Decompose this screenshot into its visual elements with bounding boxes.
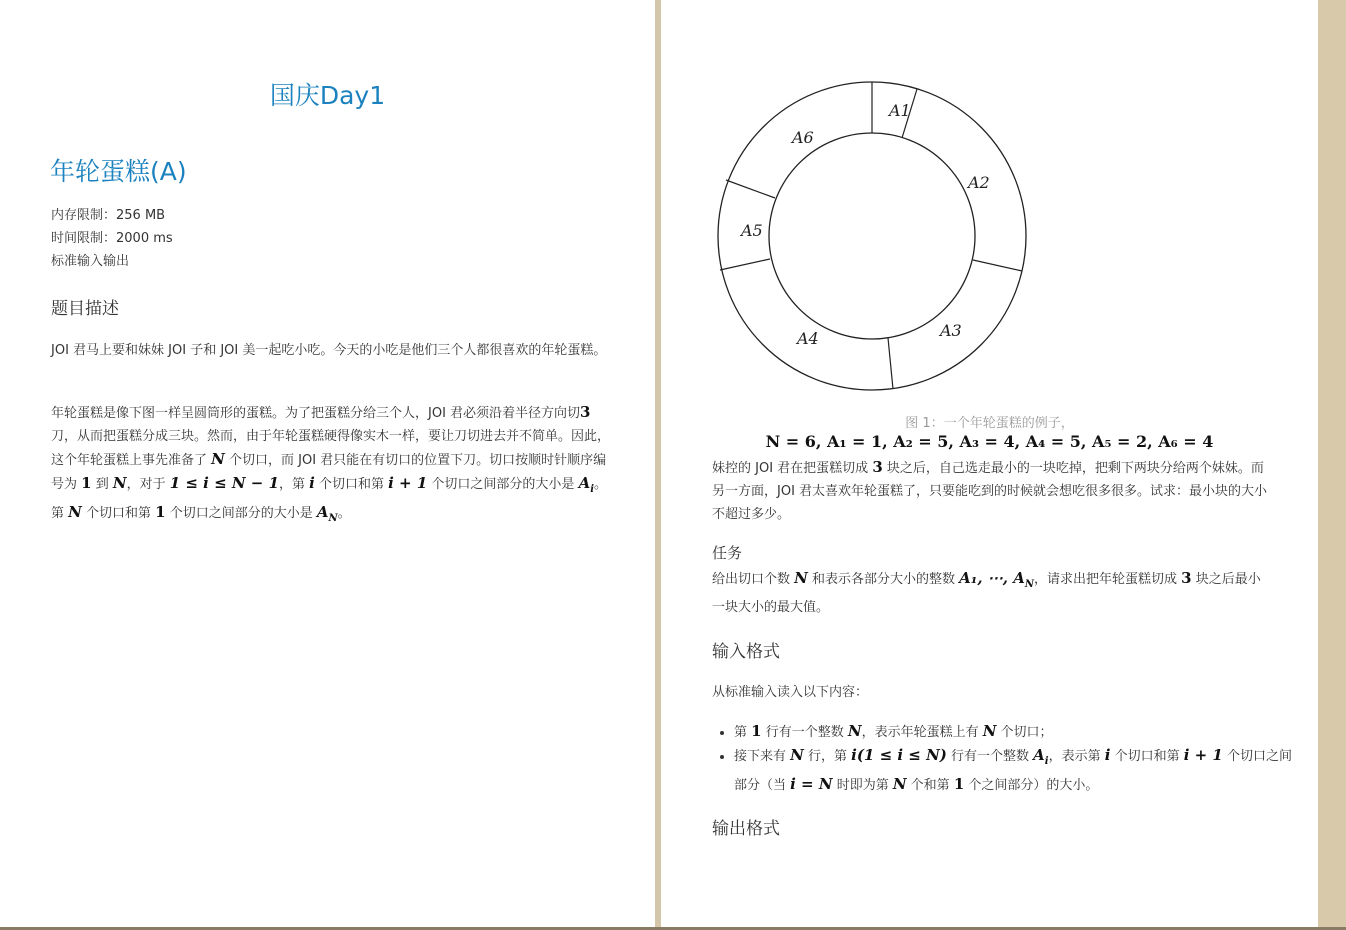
output-format-heading: 输出格式: [712, 819, 780, 839]
list-item: • 接下来有 N 行，第 i(1 ≤ i ≤ N) 行有一个整数 $A_i$，表示第 i 个切口和第 i + 1 个切口之间部分（当 i = N 时即为第 N 个和第 1 个之间部分）的大小。: [734, 744, 1294, 797]
task-heading: 任务: [712, 544, 743, 562]
ring-cake-figure: [712, 78, 1032, 398]
input-format-heading: 输入格式: [712, 642, 780, 662]
description-paragraph-2: 年轮蛋糕是像下图一样呈圆筒形的蛋糕。为了把蛋糕分给三个人，JOI 君必须沿着半径方向切3 刀，从而把蛋糕分成三块。然而，由于年轮蛋糕硬得像实木一样，要让刀切进去并不简单。因此，这个年轮蛋糕上事先准备了 N 个切口，而 JOI 君只能在有切口的位置下刀。切口按顺时针顺序编号为 1 到 N，对于 1 ≤ i ≤ N − 1，第 i 个切口和第 i + 1 个切口之间部分的大小是 $A_i$。第 N 个切口和第 1 个切口之间部分的大小是 $A_N$。: [51, 403, 611, 524]
contest-title: 国庆Day1: [269, 81, 386, 110]
segment-label-a2: A2: [968, 173, 990, 192]
segment-label-a6: A6: [792, 128, 814, 147]
time-limit: 时间限制：2000 ms: [51, 231, 173, 246]
io-type: 标准输入输出: [51, 254, 130, 269]
description-paragraph-1: JOI 君马上要和妹妹 JOI 子和 JOI 美一起吃小吃。今天的小吃是他们三个人都很喜欢的年轮蛋糕。: [51, 343, 607, 358]
segment-label-a5: A5: [741, 221, 763, 240]
description-heading: 题目描述: [51, 299, 119, 319]
segment-label-a4: A4: [797, 329, 819, 348]
problem-title: 年轮蛋糕(A): [50, 157, 187, 186]
segment-label-a3: A3: [940, 321, 962, 340]
cut-line-3: [973, 260, 1022, 271]
cut-line-4: [888, 338, 893, 389]
input-intro: 从标准输入读入以下内容：: [712, 685, 869, 700]
cut-line-5: [720, 259, 770, 270]
list-item: • 第 1 行有一个整数 N，表示年轮蛋糕上有 N 个切口；: [734, 720, 1294, 744]
figure-formula: N = 6, A₁ = 1, A₂ = 5, A₃ = 4, A₄ = 5, A₅ = 2, A₆ = 4: [765, 432, 1214, 451]
figure-caption: 图 1：一个年轮蛋糕的例子，: [905, 416, 1074, 431]
memory-limit: 内存限制：256 MB: [51, 208, 166, 223]
segment-label-a1: A1: [889, 101, 911, 120]
background-edge: [1318, 0, 1346, 930]
task-paragraph: 给出切口个数 N 和表示各部分大小的整数 A₁, ⋯, $A_N$，请求出把年轮蛋糕切成 3 块之后最小一块大小的最大值。: [712, 569, 1261, 615]
cut-line-6: [726, 180, 775, 198]
story-paragraph: 妹控的 JOI 君在把蛋糕切成 3 块之后，自己选走最小的一块吃掉，把剩下两块分给两个妹妹。而另一方面，JOI 君太喜欢年轮蛋糕了，只要能吃到的时候就会想吃很多很多。试求：最小块的大小不超过多少。: [712, 458, 1268, 522]
inner-ring: [769, 133, 975, 339]
input-format-list: [712, 720, 1294, 797]
